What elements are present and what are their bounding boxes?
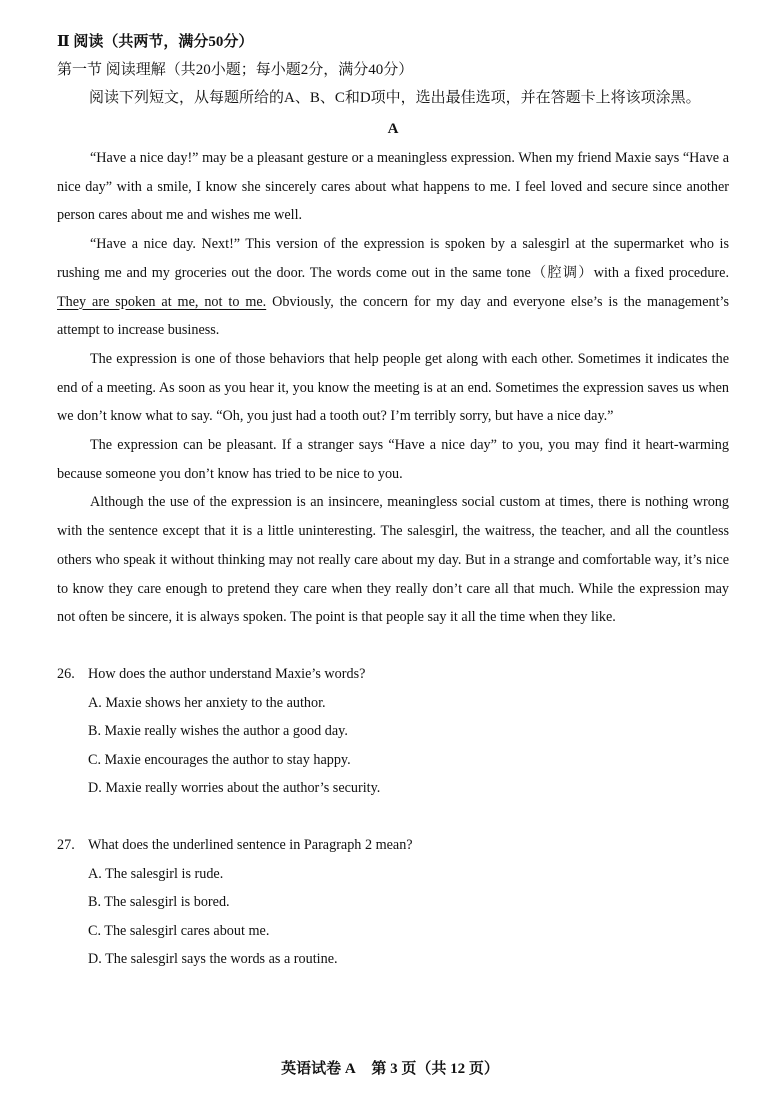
question-26 <box>57 660 729 803</box>
question-text: What does the underlined sentence in Paragraph 2 mean? <box>88 836 413 853</box>
question-stem <box>57 831 729 860</box>
option-a[interactable]: A. Maxie shows her anxiety to the author. <box>88 694 326 711</box>
option-b[interactable]: B. The salesgirl is bored. <box>88 894 230 911</box>
paragraph-1: “Have a nice day!” may be a pleasant gesture or a meaningless expression. When my friend Maxie says “Have a nice day” with a smile, I know she sincerely cares about what happens to me. I feel loved and secure since another person cares about me and wishes me well. <box>57 150 729 224</box>
paragraph-4: The expression can be pleasant. If a stranger says “Have a nice day” to you, you may find it heart-warming because someone you don’t know has tried to be nice to you. <box>57 437 729 482</box>
question-list <box>57 660 729 974</box>
page-footer <box>0 1057 780 1081</box>
underlined-sentence: They are spoken at me, not to me. <box>57 293 267 310</box>
passage-label: A <box>387 121 399 137</box>
paragraph-2-part-2: Obviously, the concern for my day and everyone else’s is the management’s attempt to increase business. <box>57 293 729 339</box>
paragraph-5: Although the use of the expression is an insincere, meaningless social custom at times, there is nothing wrong with the sentence except that it is a little uninteresting. The salesgirl, the waitress, the teacher, and all the countless others who speak it without thinking may not really care about my day. But in a strange and comfortable way, it’s nice to know they care enough to pretend they care when they really don’t care all that much. While the expression may not often be sincere, it is always spoken. The point is that people say it all the time when they like. <box>57 494 729 626</box>
option-b[interactable]: B. Maxie really wishes the author a good day. <box>88 723 348 740</box>
question-stem <box>57 660 729 689</box>
question-number: 26. <box>57 665 75 682</box>
subsection-title: 第一节 阅读理解（共20小题；每小题2分，满分40分） <box>57 62 414 78</box>
option-c[interactable]: C. The salesgirl cares about me. <box>88 922 270 939</box>
instructions: 阅读下列短文，从每题所给的A、B、C和D项中，选出最佳选项，并在答题卡上将该项涂黑。 <box>89 90 701 106</box>
option-c[interactable]: C. Maxie encourages the author to stay happy. <box>88 751 351 768</box>
paragraph-2 <box>57 230 729 345</box>
option-a[interactable]: A. The salesgirl is rude. <box>88 865 224 882</box>
question-number: 27. <box>57 836 75 853</box>
paragraph-3: The expression is one of those behaviors that help people get along with each other. Sometimes it indicates the end of a meeting. As soon as you hear it, you know the meeting is at an end. Sometimes the expression saves us when we don’t know what to say. “Oh, you just had a tooth out? I’m terribly sorry, but have a nice day.” <box>57 350 729 425</box>
option-d[interactable]: D. The salesgirl says the words as a routine. <box>88 951 338 968</box>
paper-name: 英语试卷 A <box>281 1061 356 1077</box>
question-27 <box>57 831 729 974</box>
exam-page <box>57 28 729 1002</box>
section-title: Ⅱ 阅读（共两节，满分50分） <box>57 34 254 50</box>
passage <box>57 144 729 632</box>
option-d[interactable]: D. Maxie really worries about the author’s security. <box>88 780 381 797</box>
question-text: How does the author understand Maxie’s words? <box>88 665 366 682</box>
paragraph-2-part-1: “Have a nice day. Next!” This version of the expression is spoken by a salesgirl at the supermarket who is rushing me and my groceries out the door. The words come out in the same tone（腔调）with a fixed procedure. <box>57 236 729 281</box>
page-number: 第 3 页（共 12 页） <box>371 1061 499 1077</box>
